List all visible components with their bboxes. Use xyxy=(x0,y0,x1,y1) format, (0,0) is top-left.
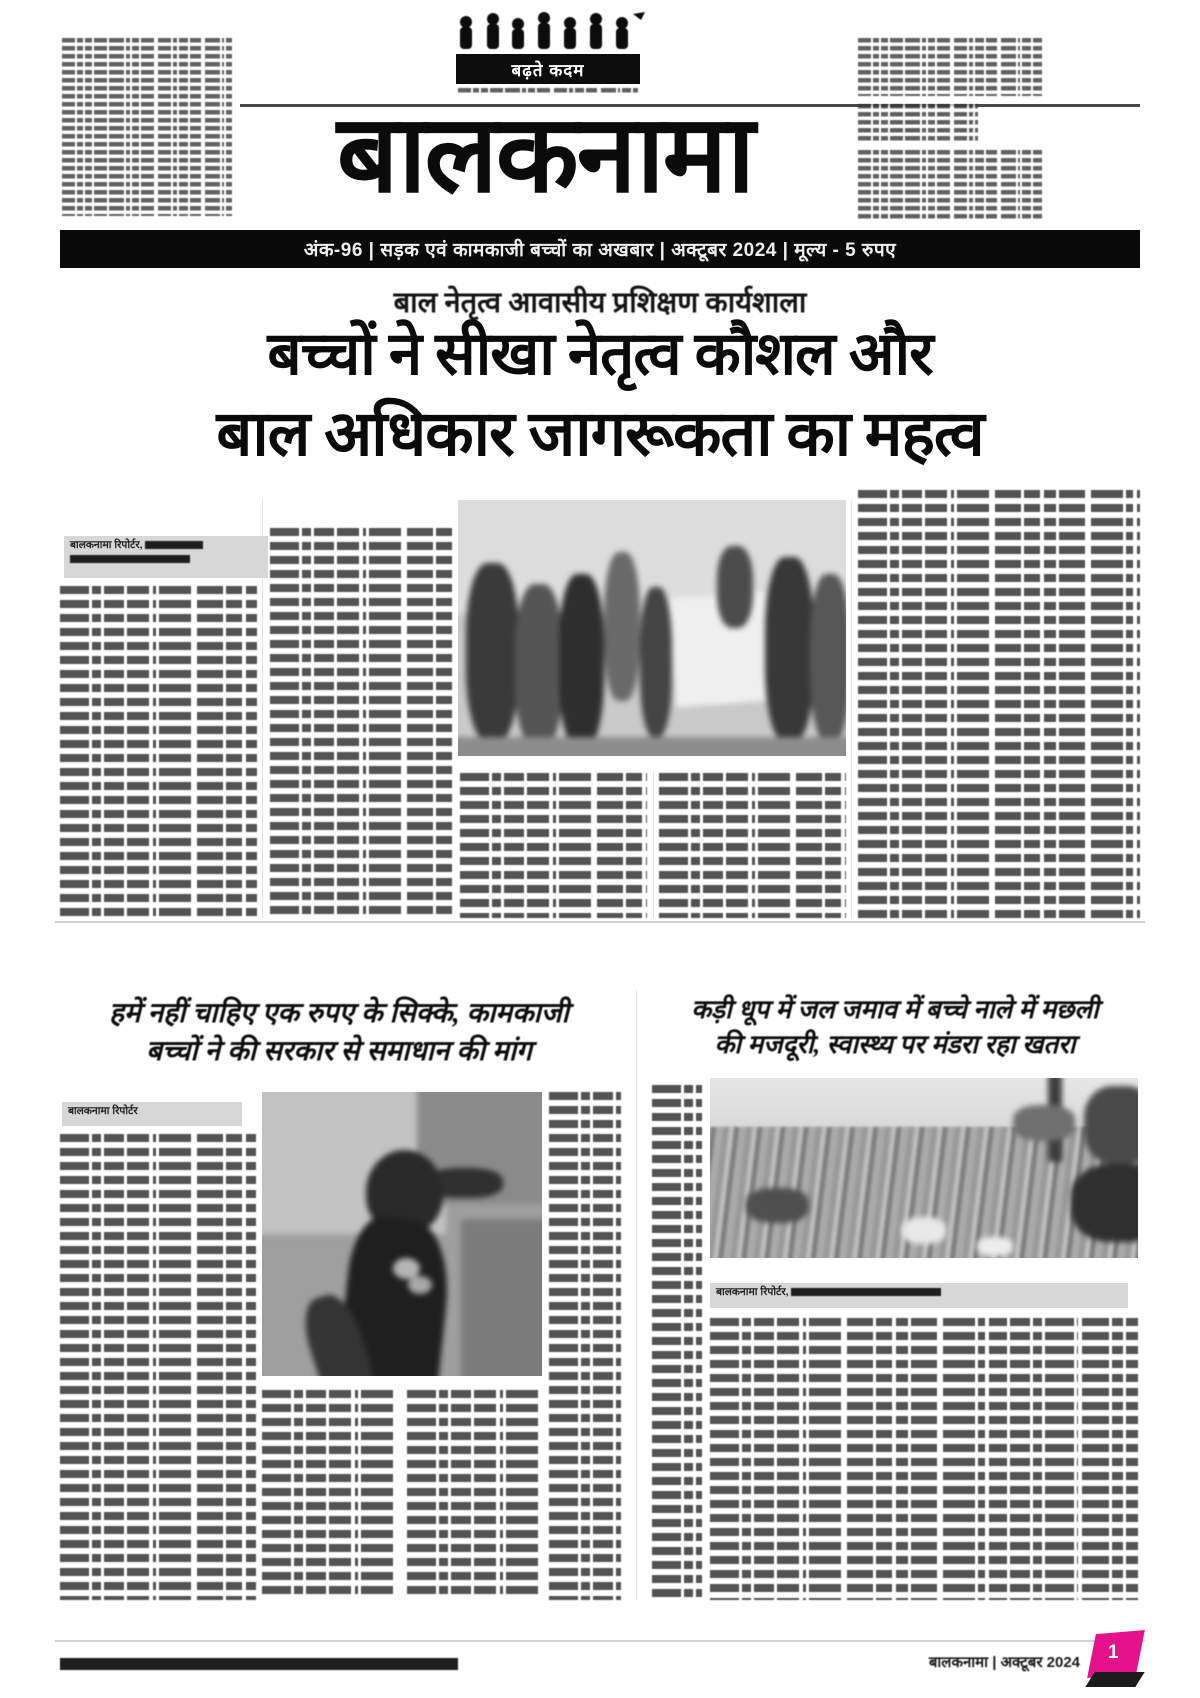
lead-body-col2 xyxy=(270,528,455,918)
lead-body-col4 xyxy=(659,773,846,918)
lead-byline-box xyxy=(64,536,268,578)
heat-photo-dump xyxy=(710,1078,1138,1258)
heat-headline-line2: की मजदूरी, स्वास्थ्य पर मंडरा रहा खतरा xyxy=(714,1030,1076,1059)
lead-kicker: बाल नेतृत्व आवासीय प्रशिक्षण कार्यशाला xyxy=(393,287,807,319)
top-right-info-text-2 xyxy=(858,104,978,142)
column-rule xyxy=(851,500,852,918)
coins-byline-box xyxy=(62,1102,242,1126)
heat-body-col-narrow xyxy=(652,1085,702,1600)
footer-issue-label: बालकनामा | अक्टूबर 2024 xyxy=(928,1654,1080,1671)
heat-caption-byline: बालकनामा रिपोर्टर, xyxy=(716,1286,789,1298)
logo-title-band xyxy=(456,54,640,84)
column-rule xyxy=(653,772,654,918)
coins-body-col1 xyxy=(60,1134,256,1600)
section-divider xyxy=(55,921,1145,923)
coins-body-col3 xyxy=(407,1390,542,1600)
logo-tagline xyxy=(458,88,638,95)
lead-byline: बालकनामा रिपोर्टर, xyxy=(70,539,143,551)
page-flag-fold xyxy=(1085,1672,1144,1687)
half-divider-rule xyxy=(636,990,637,1600)
lead-photo-workshop xyxy=(458,500,846,756)
lead-body-col3 xyxy=(460,773,647,918)
heat-headline-line1: कड़ी धूप में जल जमाव में बच्चे नाले में मछली xyxy=(691,995,1099,1024)
footer-left-note xyxy=(60,1658,458,1670)
coins-byline: बालकनामा रिपोर्टर xyxy=(68,1105,138,1117)
coins-photo-hand xyxy=(262,1092,542,1376)
top-right-info-text-1 xyxy=(858,38,1042,96)
top-right-info-text-3 xyxy=(858,150,1042,222)
lead-headline-line1: बच्चों ने सीखा नेतृत्व कौशल और xyxy=(267,321,933,387)
children-silhouettes-icon xyxy=(448,12,648,54)
badhte-kadam-logo xyxy=(448,12,648,104)
heat-caption-box xyxy=(710,1283,1128,1308)
lead-body-col1 xyxy=(60,586,257,918)
heat-body-wide xyxy=(710,1318,1138,1600)
lead-headline-line2: बाल अधिकार जागरूकता का महत्व xyxy=(216,399,984,469)
coins-headline-line2: बच्चों ने की सरकार से समाधान की मांग xyxy=(146,1036,532,1067)
coins-headline-line1: हमें नहीं चाहिए एक रुपए के सिक्के, कामकाजी xyxy=(109,998,569,1029)
lead-body-col5 xyxy=(858,490,1140,918)
logo-title: बढ़ते कदम xyxy=(511,60,585,80)
coins-body-col2 xyxy=(262,1390,397,1600)
page-number-flag xyxy=(1086,1632,1146,1694)
issue-info-bar: अंक-96 | सड़क एवं कामकाजी बच्चों का अखबार | अक्टूबर 2024 | मूल्य - 5 रुपए xyxy=(60,230,1140,268)
top-left-notice-text xyxy=(62,38,232,216)
page-number: 1 xyxy=(1108,1642,1119,1663)
masthead-title: बालकनामा xyxy=(336,96,754,215)
footer-rule xyxy=(55,1640,1145,1642)
coins-body-col4-narrow xyxy=(549,1092,621,1600)
